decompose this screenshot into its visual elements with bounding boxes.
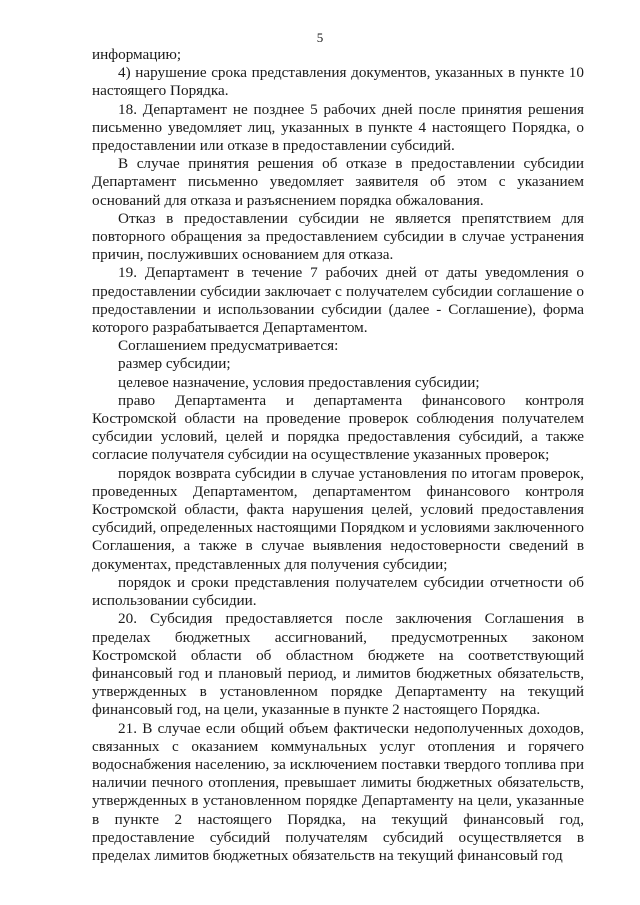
paragraph: право Департамента и департамента финансового контроля Костромской области на проведение проверок соблюдения получателем субсидии условий, целей и порядка предоставления субсидий, а также согласие получателя субсидии на осуществление указанных проверок;: [92, 391, 584, 464]
paragraph: В случае принятия решения об отказе в предоставлении субсидии Департамент письменно уведомляет заявителя об этом с указанием оснований для отказа и разъяснением порядка обжалования.: [92, 155, 584, 209]
paragraph: целевое назначение, условия предоставления субсидии;: [118, 373, 480, 391]
paragraph: 18. Департамент не позднее 5 рабочих дней после принятия решения письменно уведомляет лиц, указанных в пункте 4 настоящего Порядка, о предоставлении или отказе в предоставлении субсидий.: [92, 100, 584, 155]
paragraph: Соглашением предусматривается:: [118, 337, 339, 355]
paragraph: информацию;: [92, 46, 182, 63]
paragraph: 20. Субсидия предоставляется после заключения Соглашения в пределах бюджетных ассигнований, предусмотренных законом Костромской области об областном бюджете на соответствующий финансовый год и плановый период, и лимитов бюджетных обязательств, утвержденных в установленном порядке Департаменту на текущий финансовый год, на цели, указанные в пункте 2 настоящего Порядка.: [92, 610, 584, 719]
paragraph: 21. В случае если общий объем фактически недополученных доходов, связанных с оказанием коммунальных услуг отопления и горячего водоснабжения населению, за исключением поставки твердого топлива при наличии печного отопления, превышает лимиты бюджетных обязательств, утвержденных в установленном порядке Департаменту на цели, указанные в пункте 2 настоящего Порядка, на текущий финансовый год, предоставление субсидий получателям субсидий осуществляется в пределах лимитов бюджетных обязательств на текущий финансовый год: [92, 719, 584, 864]
paragraph: порядок возврата субсидии в случае установления по итогам проверок, проведенных Департаментом, департаментом финансового контроля Костромской области, факта нарушения целей, условий предоставления субсидий, определенных настоящими Порядком и условиями заключенного Соглашения, а также в случае выявления недостоверности сведений в документах, представленных для получения субсидии;: [92, 464, 584, 573]
paragraph: 4) нарушение срока представления документов, указанных в пункте 10 настоящего Порядка.: [92, 64, 584, 100]
paragraph: 19. Департамент в течение 7 рабочих дней от даты уведомления о предоставлении субсидии заключает с получателем субсидии соглашение о предоставлении и использовании субсидии (далее - Соглашение), форма которого разрабатывается Департаментом.: [92, 264, 584, 337]
paragraph: порядок и сроки представления получателем субсидии отчетности об использовании субсидии.: [92, 573, 584, 610]
page-number: 5: [316, 30, 324, 45]
paragraph: Отказ в предоставлении субсидии не является препятствием для повторного обращения за предоставлением субсидии в случае устранения причин, послуживших основанием для отказа.: [92, 209, 584, 264]
document-body: [92, 46, 584, 865]
paragraph: размер субсидии;: [118, 355, 231, 373]
